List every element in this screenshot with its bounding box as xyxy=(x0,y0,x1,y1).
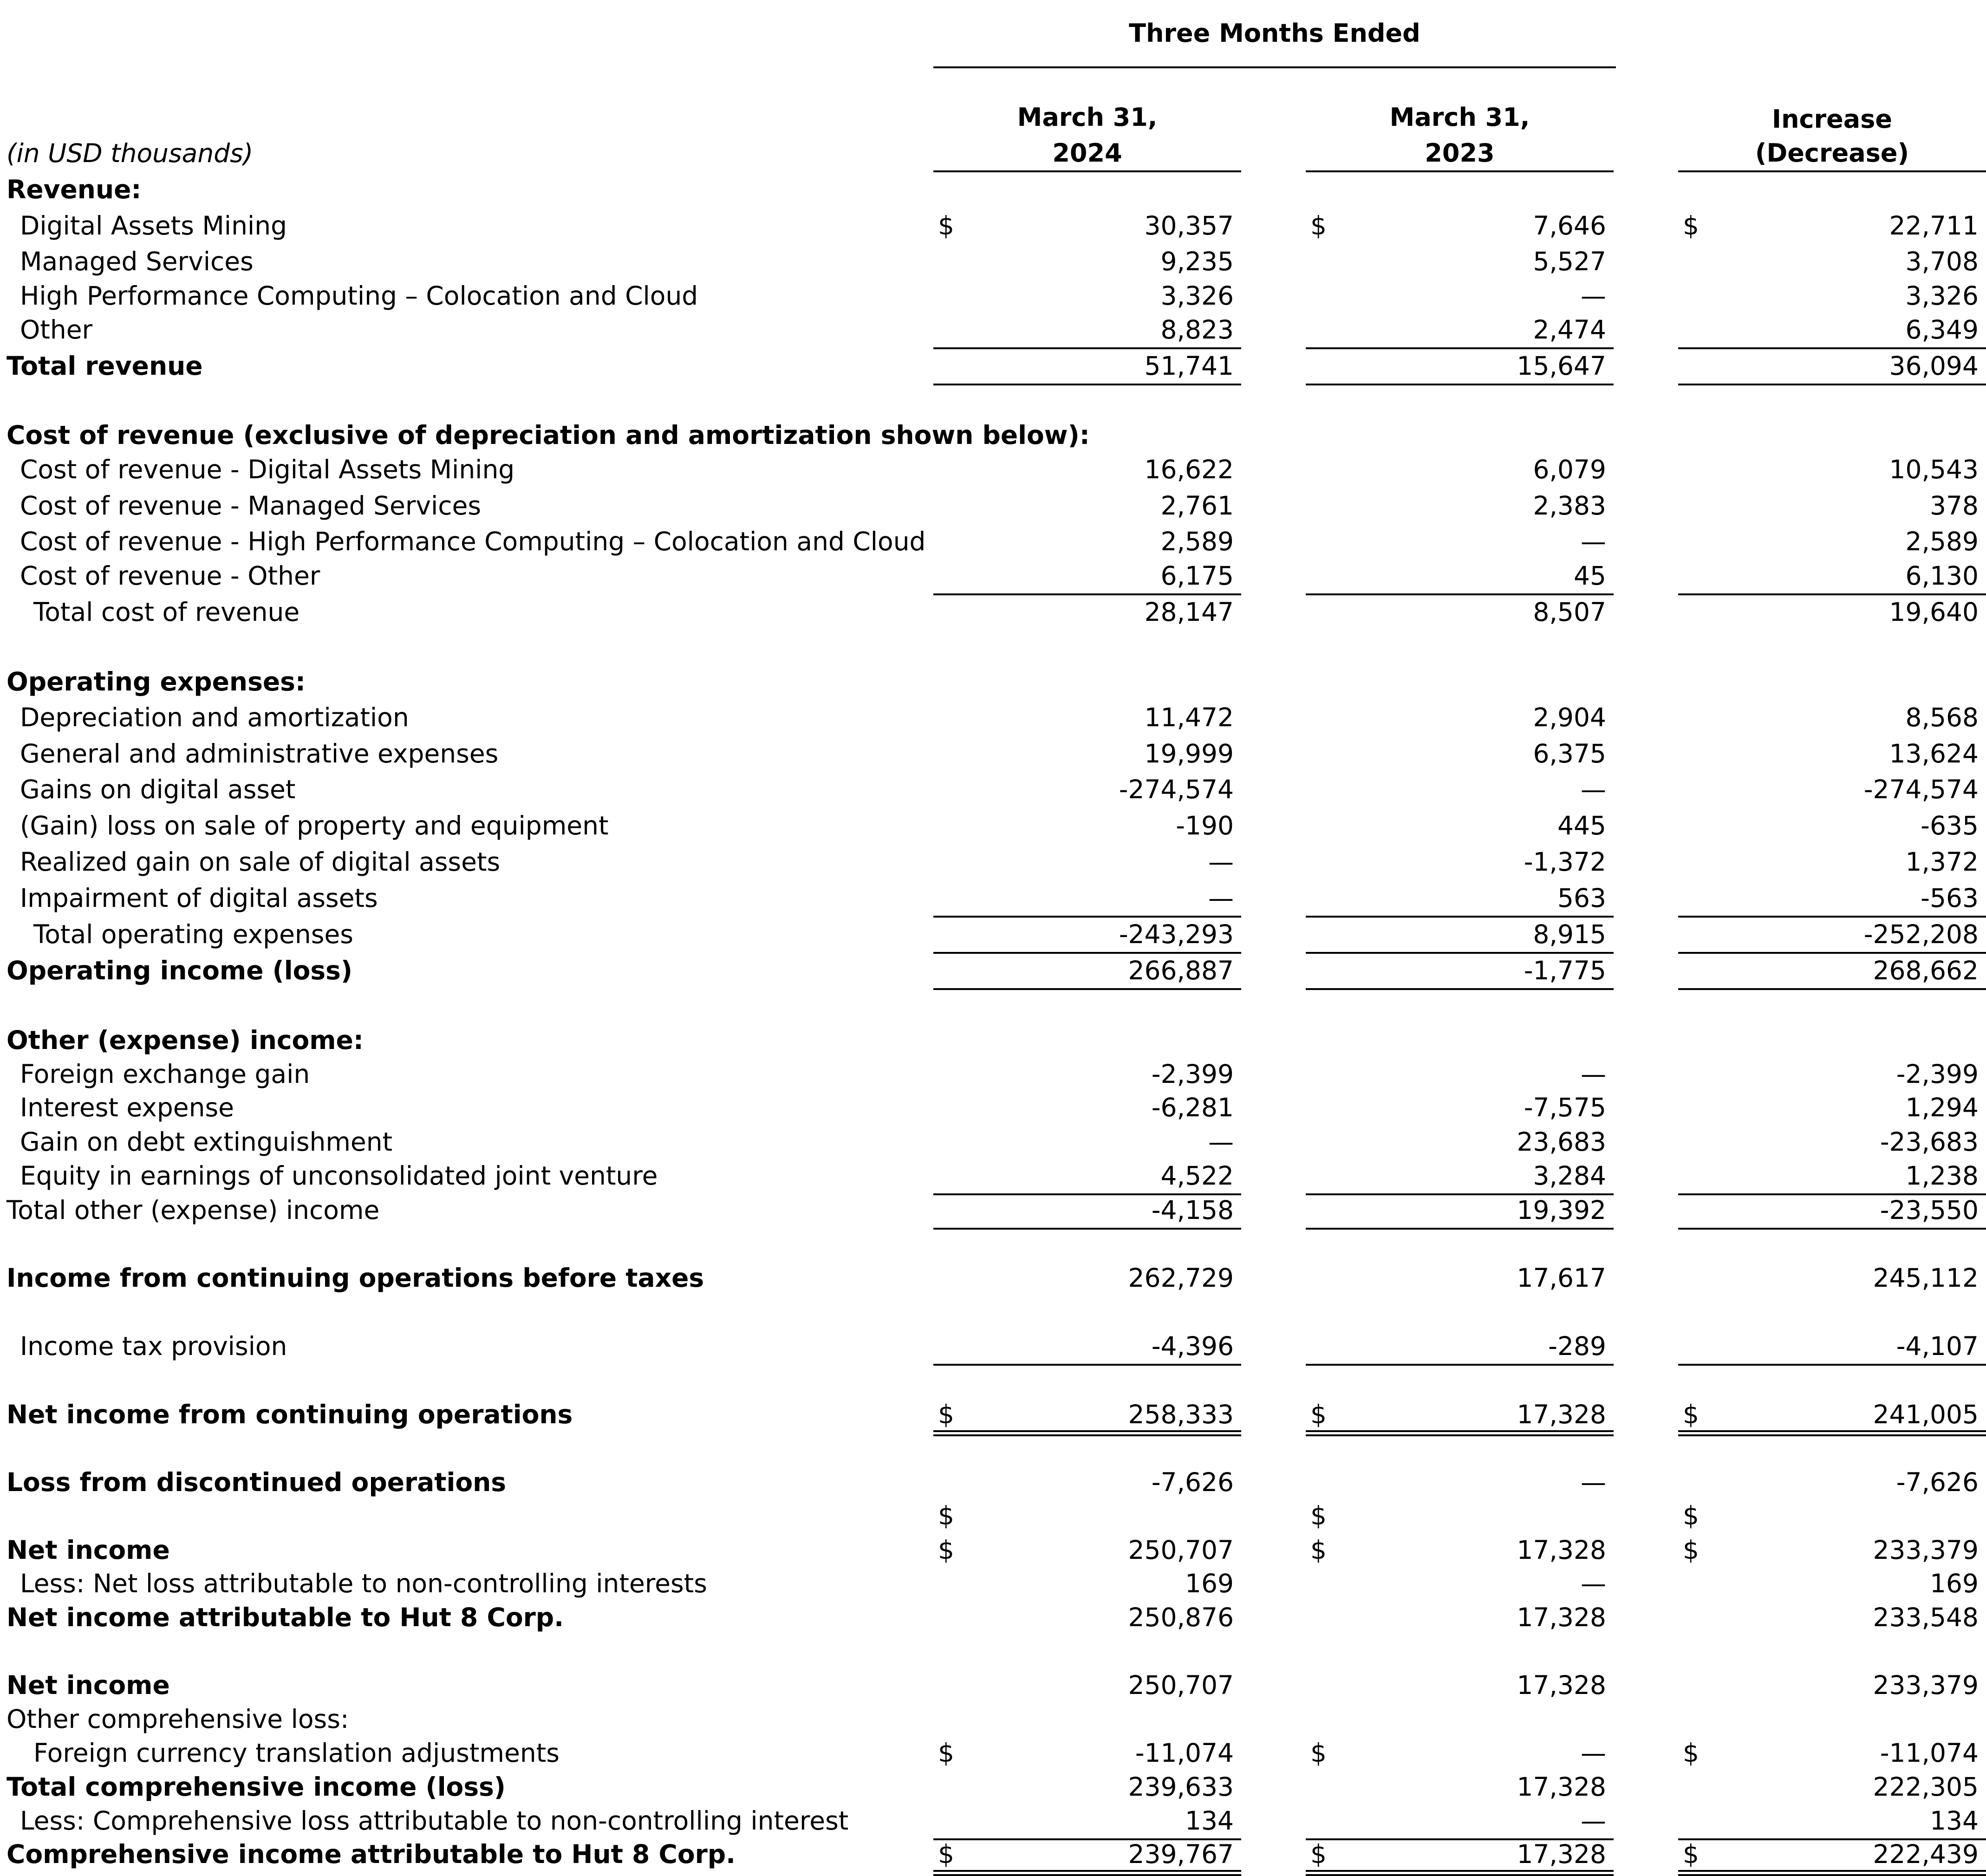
col-header-2024-line1: March 31, xyxy=(1017,103,1158,132)
row-label: Comprehensive income attributable to Hut 8 Corp. xyxy=(7,1839,736,1869)
row-value: 222,305 xyxy=(1873,1772,1979,1802)
row-label: Equity in earnings of unconsolidated joint venture xyxy=(20,1161,658,1191)
row-label: Cost of revenue - Other xyxy=(20,561,320,591)
row-label: Net income attributable to Hut 8 Corp. xyxy=(7,1602,564,1632)
currency-symbol: $ xyxy=(1683,211,1699,241)
period-header: Three Months Ended xyxy=(1129,19,1420,48)
row-value: — xyxy=(1581,1738,1606,1768)
total-underline xyxy=(933,1364,1241,1366)
row-label: Income tax provision xyxy=(20,1331,287,1361)
row-label: Net income from continuing operations xyxy=(7,1400,573,1429)
row-value: -11,074 xyxy=(1880,1738,1979,1768)
currency-symbol: $ xyxy=(938,1738,954,1768)
total-underline xyxy=(1306,1228,1614,1230)
col-header-2023-line1: March 31, xyxy=(1389,103,1530,132)
currency-symbol: $ xyxy=(1310,1839,1327,1869)
row-value: 169 xyxy=(1930,1569,1979,1598)
currency-symbol: $ xyxy=(1683,1839,1699,1869)
row-label: Net income xyxy=(7,1670,170,1700)
row-value: 241,005 xyxy=(1873,1400,1979,1429)
row-value: 8,823 xyxy=(1160,315,1234,345)
row-label: Revenue: xyxy=(7,175,142,204)
row-value: 250,707 xyxy=(1128,1535,1234,1565)
row-label: Foreign exchange gain xyxy=(20,1059,310,1089)
total-underline xyxy=(1678,1364,1986,1366)
row-value: 222,439 xyxy=(1873,1839,1979,1869)
row-value: 1,294 xyxy=(1905,1093,1979,1122)
double-underline xyxy=(933,1430,1241,1436)
row-label: Total revenue xyxy=(7,351,203,381)
row-value: 134 xyxy=(1185,1806,1234,1836)
total-underline xyxy=(1306,1364,1614,1366)
row-value: 19,392 xyxy=(1517,1195,1606,1225)
row-value: -563 xyxy=(1921,883,1979,913)
row-value: -252,208 xyxy=(1863,919,1979,949)
row-label: Impairment of digital assets xyxy=(20,883,378,913)
row-value: 6,175 xyxy=(1160,561,1234,591)
row-value: 239,633 xyxy=(1128,1772,1234,1802)
row-label: Total other (expense) income xyxy=(7,1195,380,1225)
row-label: Interest expense xyxy=(20,1093,234,1122)
col-header-change-line2: (Decrease) xyxy=(1755,138,1909,168)
row-value: 1,372 xyxy=(1905,847,1979,877)
row-value: 7,646 xyxy=(1533,211,1606,241)
row-value: 563 xyxy=(1557,883,1606,913)
row-value: 4,522 xyxy=(1160,1161,1234,1191)
row-value: — xyxy=(1208,1127,1234,1157)
row-value: 258,333 xyxy=(1128,1400,1234,1429)
row-value: 6,130 xyxy=(1905,561,1979,591)
row-label: Total comprehensive income (loss) xyxy=(7,1772,506,1802)
total-underline xyxy=(1306,988,1614,990)
row-value: -7,626 xyxy=(1151,1467,1234,1497)
row-label: Net income xyxy=(7,1535,170,1565)
row-value: -274,574 xyxy=(1863,775,1979,804)
row-value: 17,328 xyxy=(1517,1839,1606,1869)
row-value: 13,624 xyxy=(1889,739,1979,769)
row-value: 22,711 xyxy=(1889,211,1979,241)
col-header-rule-2024 xyxy=(933,170,1241,172)
row-value: — xyxy=(1581,1467,1606,1497)
row-label: Operating expenses: xyxy=(7,667,306,697)
row-value: 6,349 xyxy=(1905,315,1979,345)
row-label: Foreign currency translation adjustments xyxy=(33,1738,560,1768)
row-value: 15,647 xyxy=(1517,351,1606,381)
row-label: Operating income (loss) xyxy=(7,956,353,985)
row-value: 134 xyxy=(1930,1806,1979,1836)
row-value: 233,379 xyxy=(1873,1535,1979,1565)
row-value: 28,147 xyxy=(1144,597,1234,627)
currency-symbol: $ xyxy=(1683,1535,1699,1565)
row-value: 2,904 xyxy=(1533,703,1606,732)
currency-symbol: $ xyxy=(1310,1501,1327,1531)
row-value: -243,293 xyxy=(1119,919,1234,949)
row-value: 245,112 xyxy=(1873,1263,1979,1293)
row-value: — xyxy=(1581,527,1606,556)
row-value: 250,707 xyxy=(1128,1670,1234,1700)
row-value: -11,074 xyxy=(1135,1738,1234,1768)
row-value: — xyxy=(1581,1569,1606,1598)
row-value: 378 xyxy=(1930,491,1979,521)
row-value: 233,548 xyxy=(1873,1602,1979,1632)
currency-symbol: $ xyxy=(938,1839,954,1869)
row-value: 17,617 xyxy=(1517,1263,1606,1293)
row-value: -6,281 xyxy=(1151,1093,1234,1122)
row-value: -4,396 xyxy=(1151,1331,1234,1361)
row-label: Cost of revenue (exclusive of depreciation and amortization shown below): xyxy=(7,420,1090,450)
row-value: 17,328 xyxy=(1517,1602,1606,1632)
row-value: — xyxy=(1581,775,1606,804)
period-header-rule xyxy=(933,66,1616,68)
row-value: -635 xyxy=(1921,811,1979,840)
row-value: 2,589 xyxy=(1160,527,1234,556)
row-label: Loss from discontinued operations xyxy=(7,1467,507,1497)
row-value: 2,474 xyxy=(1533,315,1606,345)
currency-symbol: $ xyxy=(938,1535,954,1565)
row-value: 268,662 xyxy=(1873,956,1979,985)
total-underline xyxy=(933,988,1241,990)
row-value: 17,328 xyxy=(1517,1535,1606,1565)
row-value: -1,372 xyxy=(1524,847,1606,877)
double-underline xyxy=(1678,1430,1986,1436)
col-header-rule-change xyxy=(1678,170,1986,172)
row-value: 9,235 xyxy=(1160,247,1234,276)
total-underline xyxy=(1678,1228,1986,1230)
row-label: (Gain) loss on sale of property and equipment xyxy=(20,811,609,840)
row-label: Cost of revenue - Managed Services xyxy=(20,491,482,521)
row-value: 239,767 xyxy=(1128,1839,1234,1869)
row-label: Realized gain on sale of digital assets xyxy=(20,847,501,877)
row-value: — xyxy=(1208,883,1234,913)
row-value: — xyxy=(1581,1059,1606,1089)
row-value: 266,887 xyxy=(1128,956,1234,985)
row-value: 2,761 xyxy=(1160,491,1234,521)
row-value: 16,622 xyxy=(1144,455,1234,484)
row-value: 36,094 xyxy=(1889,351,1979,381)
row-label: Less: Comprehensive loss attributable to non-controlling interest xyxy=(20,1806,849,1836)
row-value: 30,357 xyxy=(1144,211,1234,241)
row-value: 17,328 xyxy=(1517,1670,1606,1700)
row-value: 10,543 xyxy=(1889,455,1979,484)
row-value: 19,640 xyxy=(1889,597,1979,627)
row-label: Income from continuing operations before taxes xyxy=(7,1263,704,1293)
row-value: -23,550 xyxy=(1880,1195,1979,1225)
row-label: Other (expense) income: xyxy=(7,1025,364,1055)
row-value: 8,568 xyxy=(1905,703,1979,732)
row-label: High Performance Computing – Colocation and Cloud xyxy=(20,281,698,311)
row-value: 233,379 xyxy=(1873,1670,1979,1700)
row-label: Total operating expenses xyxy=(33,919,353,949)
currency-symbol: $ xyxy=(1683,1400,1699,1429)
row-value: 11,472 xyxy=(1144,703,1234,732)
row-value: 17,328 xyxy=(1517,1400,1606,1429)
row-value: 8,507 xyxy=(1533,597,1606,627)
row-label: Total cost of revenue xyxy=(33,597,300,627)
row-value: 250,876 xyxy=(1128,1602,1234,1632)
row-value: 6,375 xyxy=(1533,739,1606,769)
row-value: 45 xyxy=(1574,561,1606,591)
currency-symbol: $ xyxy=(938,1501,954,1531)
row-label: General and administrative expenses xyxy=(20,739,499,769)
row-value: 23,683 xyxy=(1517,1127,1606,1157)
row-label: Gain on debt extinguishment xyxy=(20,1127,393,1157)
row-label: Depreciation and amortization xyxy=(20,703,409,732)
row-value: -23,683 xyxy=(1880,1127,1979,1157)
double-underline xyxy=(1306,1430,1614,1436)
currency-symbol: $ xyxy=(1310,1400,1327,1429)
row-value: -4,107 xyxy=(1896,1331,1979,1361)
row-value: — xyxy=(1208,847,1234,877)
total-underline xyxy=(1678,988,1986,990)
row-value: 445 xyxy=(1557,811,1606,840)
col-header-rule-2023 xyxy=(1306,170,1614,172)
total-underline xyxy=(933,1228,1241,1230)
currency-symbol: $ xyxy=(938,211,954,241)
row-value: 19,999 xyxy=(1144,739,1234,769)
col-header-change-line1: Increase xyxy=(1771,104,1892,134)
total-underline xyxy=(1678,384,1986,385)
row-label: Other xyxy=(20,315,93,345)
row-value: -7,575 xyxy=(1524,1093,1606,1122)
row-value: -1,775 xyxy=(1524,956,1606,985)
row-value: -289 xyxy=(1548,1331,1606,1361)
col-header-2024-line2: 2024 xyxy=(1052,138,1122,168)
row-label: Cost of revenue - High Performance Computing – Colocation and Cloud xyxy=(20,527,926,556)
row-value: 3,708 xyxy=(1905,247,1979,276)
row-label: Cost of revenue - Digital Assets Mining xyxy=(20,455,515,484)
row-value: -4,158 xyxy=(1151,1195,1234,1225)
total-underline xyxy=(1306,384,1614,385)
row-label: Managed Services xyxy=(20,247,254,276)
row-value: — xyxy=(1581,1806,1606,1836)
col-header-2023-line2: 2023 xyxy=(1425,138,1495,168)
row-value: 2,383 xyxy=(1533,491,1606,521)
row-label: Digital Assets Mining xyxy=(20,211,287,241)
row-value: -2,399 xyxy=(1151,1059,1234,1089)
row-value: 1,238 xyxy=(1905,1161,1979,1191)
currency-symbol: $ xyxy=(1310,1535,1327,1565)
currency-symbol: $ xyxy=(1310,211,1327,241)
row-value: -7,626 xyxy=(1896,1467,1979,1497)
units-label: (in USD thousands) xyxy=(7,138,254,168)
currency-symbol: $ xyxy=(1683,1501,1699,1531)
row-value: -190 xyxy=(1176,811,1234,840)
row-value: -274,574 xyxy=(1119,775,1234,804)
row-value: 3,326 xyxy=(1905,281,1979,311)
row-value: 262,729 xyxy=(1128,1263,1234,1293)
row-value: 51,741 xyxy=(1144,351,1234,381)
row-value: 5,527 xyxy=(1533,247,1606,276)
total-underline xyxy=(933,384,1241,385)
row-label: Other comprehensive loss: xyxy=(7,1704,349,1734)
row-value: 169 xyxy=(1185,1569,1234,1598)
currency-symbol: $ xyxy=(1310,1738,1327,1768)
currency-symbol: $ xyxy=(938,1400,954,1429)
row-label: Gains on digital asset xyxy=(20,775,296,804)
row-value: 2,589 xyxy=(1905,527,1979,556)
row-value: 3,284 xyxy=(1533,1161,1606,1191)
row-value: 6,079 xyxy=(1533,455,1606,484)
row-value: 8,915 xyxy=(1533,919,1606,949)
row-value: 3,326 xyxy=(1160,281,1234,311)
row-value: — xyxy=(1581,281,1606,311)
row-value: 17,328 xyxy=(1517,1772,1606,1802)
row-value: -2,399 xyxy=(1896,1059,1979,1089)
row-label: Less: Net loss attributable to non-controlling interests xyxy=(20,1569,707,1598)
currency-symbol: $ xyxy=(1683,1738,1699,1768)
